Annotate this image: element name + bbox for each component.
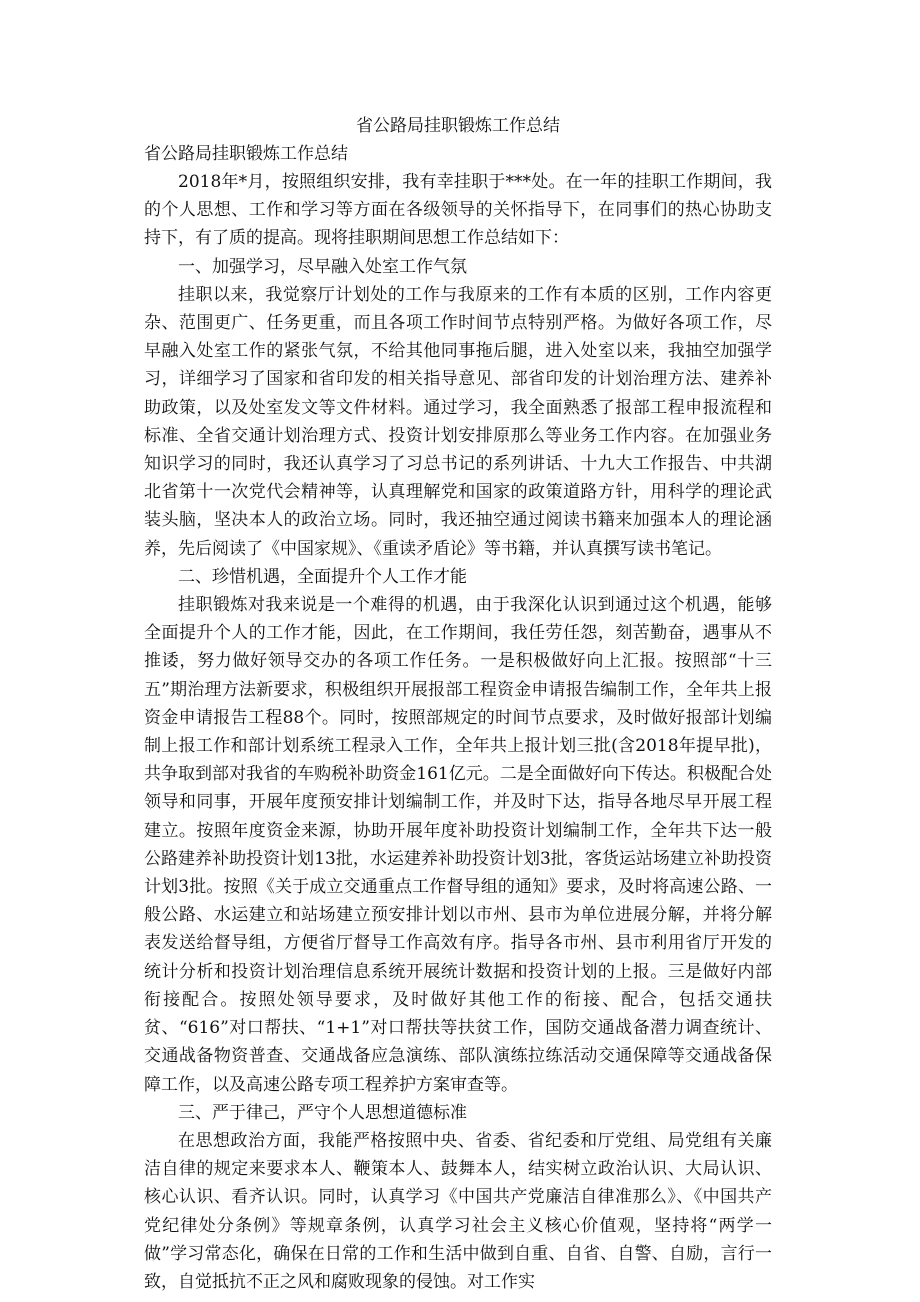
document-title: 省公路局挂职锻炼工作总结 — [356, 116, 560, 136]
section-body-1: 挂职以来，我觉察厅计划处的工作与我原来的工作有本质的区别，工作内容更杂、范围更广、任务更重，而且各项工作时间节点特别严格。为做好各项工作，尽早融入处室工作的紧张气氛，不给其他同事拖后腿，进入处室以来，我抽空加强学习，详细学习了国家和省印发的相关指导意见、部省印发的计划治理方法、建养补助政策，以及处室发文等文件材料。通过学习，我全面熟悉了报部工程申报流程和标准、全省交通计划治理方式、投资计划安排原那么等业务工作内容。在加强业务知识学习的同时，我还认真学习了习总书记的系列讲话、十九大工作报告、中共湖北省第十一次党代会精神等，认真理解党和国家的政策道路方针，用科学的理论武装头脑，坚决本人的政治立场。同时，我还抽空通过阅读书籍来加强本人的理论涵养，先后阅读了《中国家规》、《重读矛盾论》等书籍，并认真撰写读书笔记。 — [144, 284, 772, 559]
document-page — [144, 112, 772, 1296]
section-body-3: 在思想政治方面，我能严格按照中央、省委、省纪委和厅党组、局党组有关廉洁自律的规定来要求本人、鞭策本人、鼓舞本人，结实树立政治认识、大局认识、核心认识、看齐认识。同时，认真学习《中国共产党廉洁自律准那么》、《中国共产党纪律处分条例》等规章条例，认真学习社会主义核心价值观，坚持将“两学一做”学习常态化，确保在日常的工作和生活中做到自重、自省、自警、自励，言行一致，自觉抵抗不正之风和腐败现象的侵蚀。对工作实 — [144, 1130, 772, 1292]
intro-paragraph: 2018年*月，按照组织安排，我有幸挂职于***处。在一年的挂职工作期间，我的个人思想、工作和学习等方面在各级领导的关怀指导下，在同事们的热心协助支持下，有了质的提高。现将挂职期间思想工作总结如下： — [144, 172, 772, 249]
section-heading-3: 三、严于律己，严守个人思想道德标准 — [178, 1102, 467, 1123]
document-subtitle: 省公路局挂职锻炼工作总结 — [144, 144, 348, 164]
section-body-2: 挂职锻炼对我来说是一个难得的机遇，由于我深化认识到通过这个机遇，能够全面提升个人的工作才能，因此，在工作期间，我任劳任怨，刻苦勤奋，遇事从不推诿，努力做好领导交办的各项工作任务。一是积极做好向上汇报。按照部“十三五”期治理方法新要求，积极组织开展报部工程资金申请报告编制工作，全年共上报资金申请报告工程88个。同时，按照部规定的时间节点要求，及时做好报部计划编制上报工作和部计划系统工程录入工作，全年共上报计划三批(含2018年提早批)，共争取到部对我省的车购税补助资金161亿元。二是全面做好向下传达。积极配合处领导和同事，开展年度预安排计划编制工作，并及时下达，指导各地尽早开展工程建立。按照年度资金来源，协助开展年度补助投资计划编制工作，全年共下达一般公路建养补助投资计划13批，水运建养补助投资计划3批，客货运站场建立补助投资计划3批。按照《关于成立交通重点工作督导组的通知》要求，及时将高速公路、一般公路、水运建立和站场建立预安排计划以市州、县市为单位进展分解，并将分解表发送给督导组，方便省厅督导工作高效有序。指导各市州、县市利用省厅开发的统计分析和投资计划治理信息系统开展统计数据和投资计划的上报。三是做好内部衔接配合。按照处领导要求，及时做好其他工作的衔接、配合，包括交通扶贫、“616”对口帮扶、“1+1”对口帮扶等扶贫工作，国防交通战备潜力调查统计、交通战备物资普查、交通战备应急演练、部队演练拉练活动交通保障等交通战备保障工作，以及高速公路专项工程养护方案审查等。 — [144, 595, 772, 1095]
section-heading-2: 二、珍惜机遇，全面提升个人工作才能 — [178, 566, 467, 587]
section-heading-1: 一、加强学习，尽早融入处室工作气氛 — [178, 256, 467, 277]
